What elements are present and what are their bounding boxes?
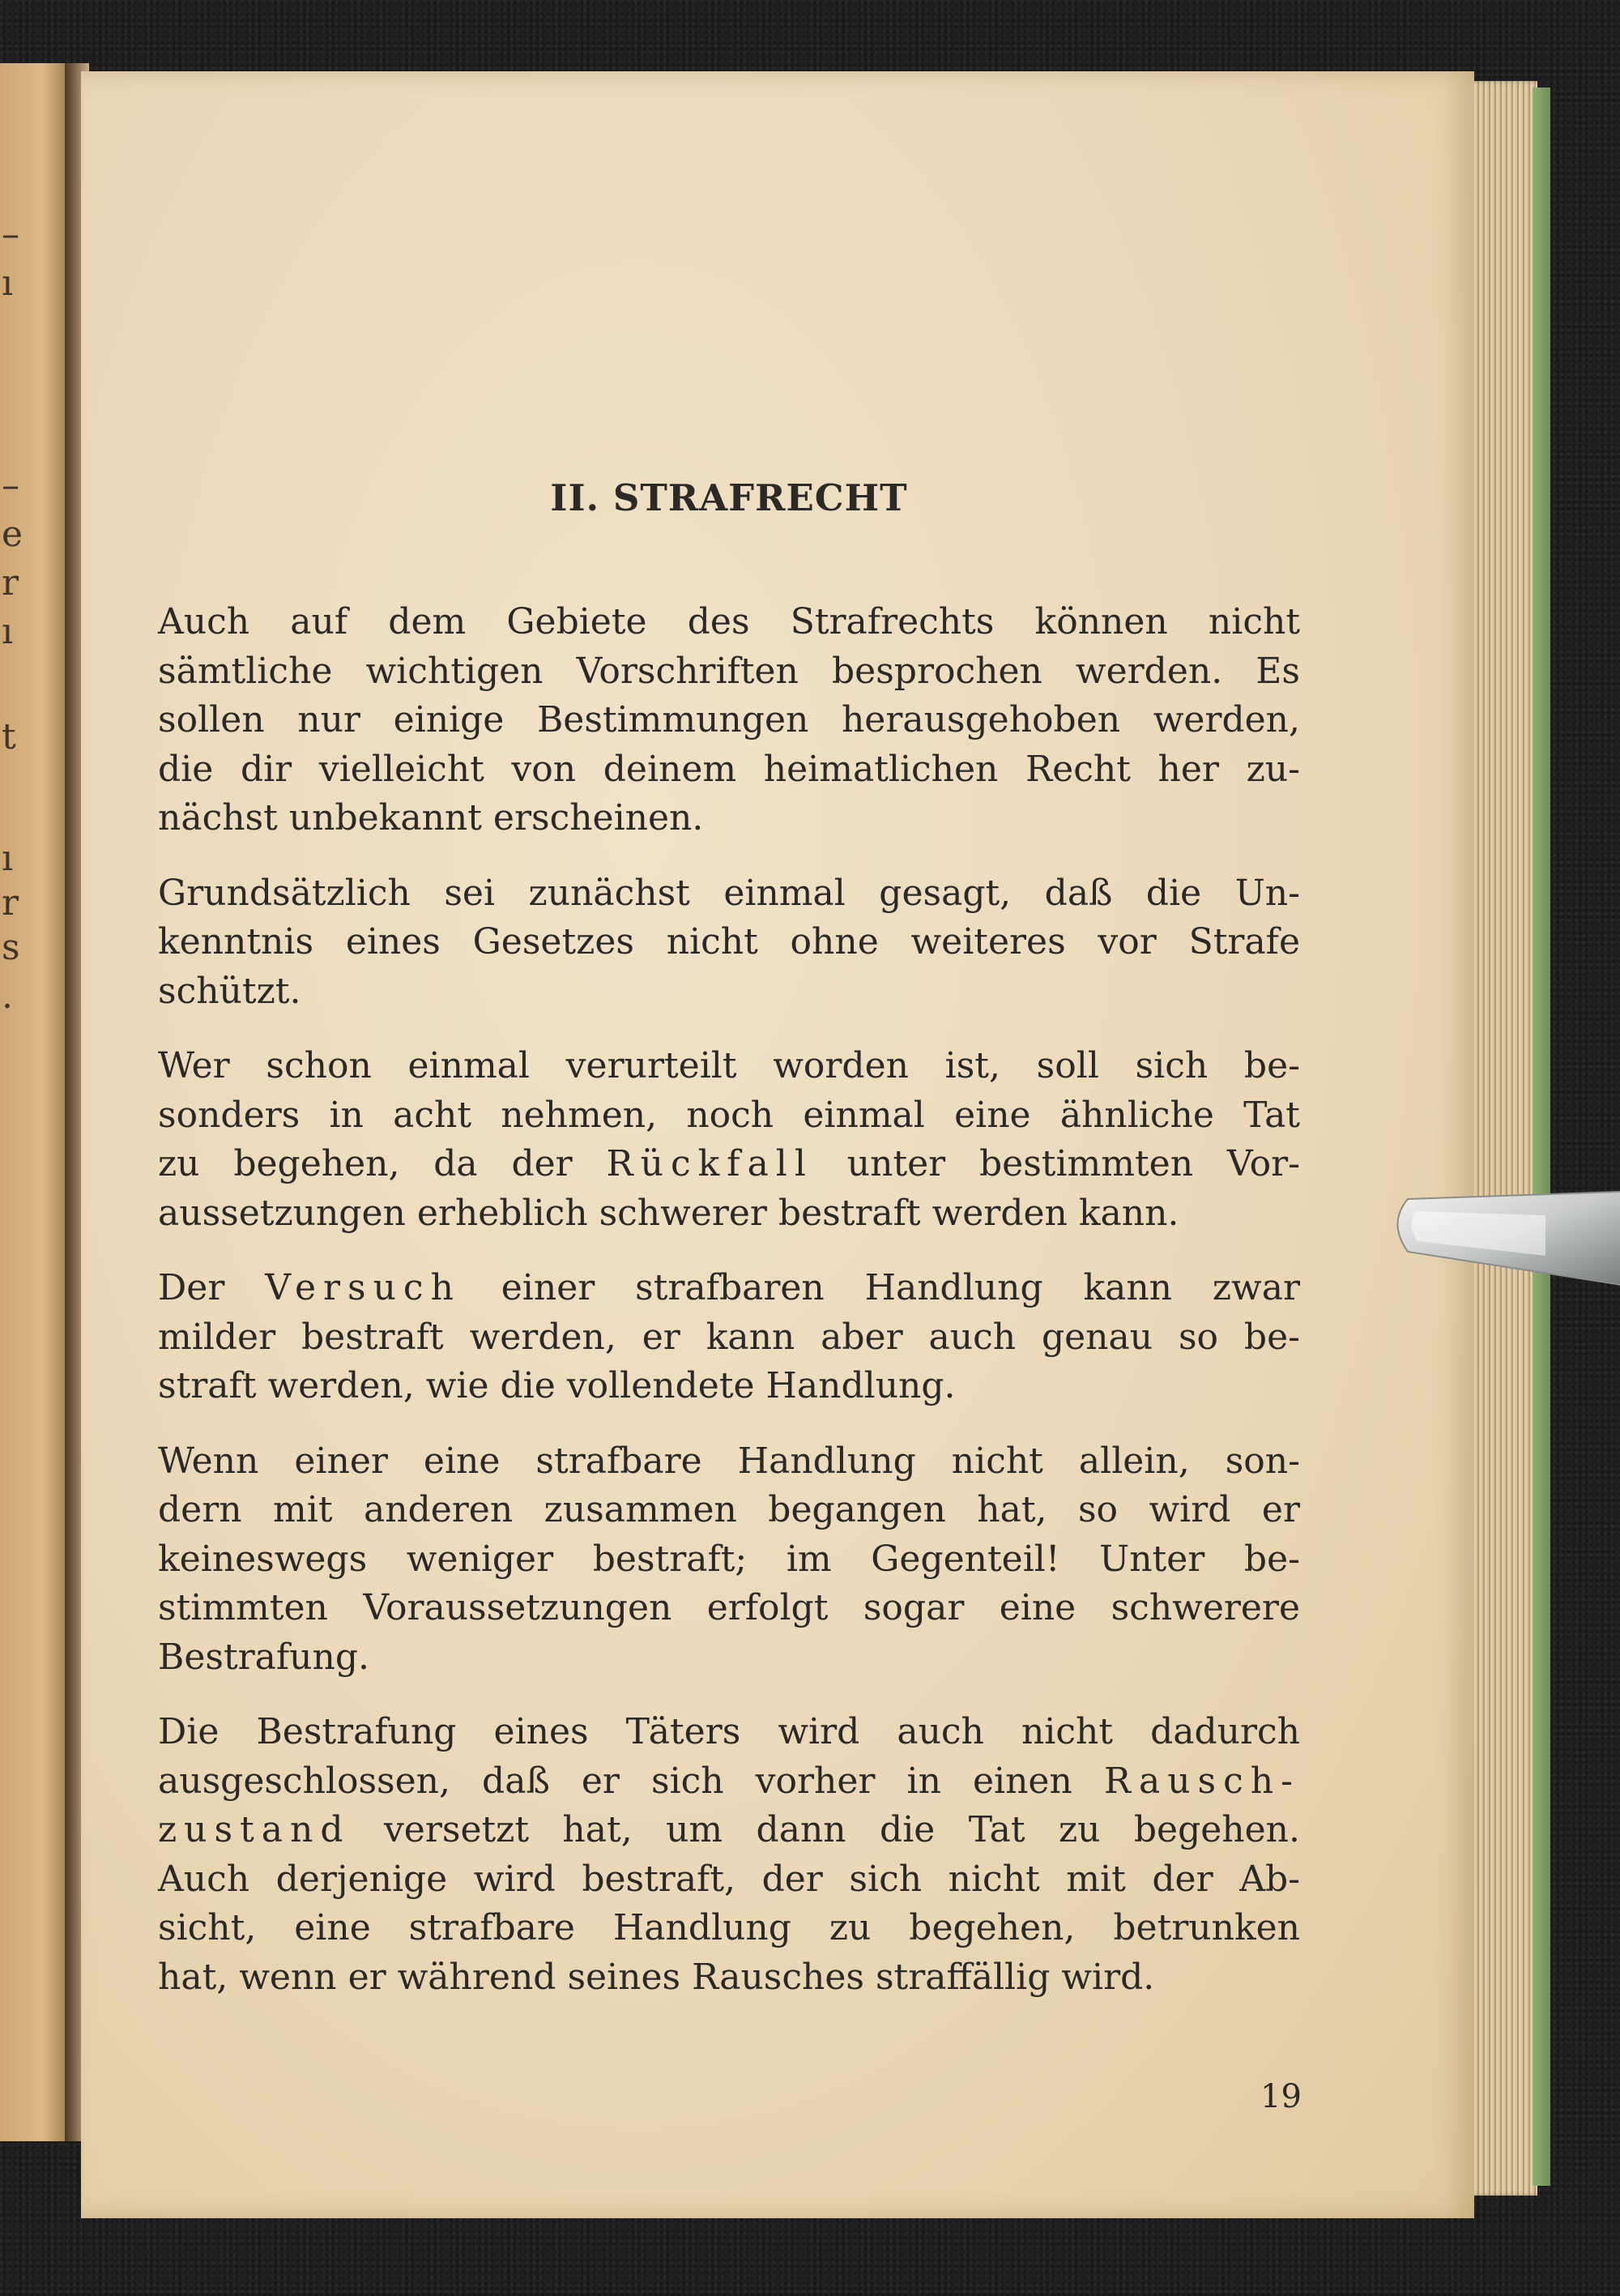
text-line: sollen nur einige Bestimmungen herausgehoben werden, bbox=[158, 699, 1300, 740]
text-line: aussetzungen erheblich schwerer bestraft werden kann. bbox=[158, 1192, 1179, 1234]
letter-opener-bookmark bbox=[1383, 1167, 1620, 1288]
paragraph bbox=[158, 1264, 1300, 1411]
spaced-emphasis: Versuch bbox=[265, 1267, 461, 1308]
left-fragment: ı bbox=[2, 611, 14, 652]
text-line: Bestrafung. bbox=[158, 1636, 370, 1678]
text-line: Die Bestrafung eines Täters wird auch nicht dadurch bbox=[158, 1711, 1300, 1752]
text-line: kenntnis eines Gesetzes nicht ohne weiteres vor Strafe bbox=[158, 921, 1300, 962]
text-segment: ausgeschlossen, daß er sich vorher in einen bbox=[158, 1760, 1072, 1802]
body-text bbox=[158, 598, 1300, 2028]
paragraph bbox=[158, 1708, 1300, 2002]
left-fragment: ı bbox=[2, 262, 14, 304]
text-line bbox=[158, 1806, 1300, 1855]
spaced-emphasis: Rückfall bbox=[606, 1143, 813, 1184]
text-segment: versetzt hat, um dann die Tat zu begehen. bbox=[383, 1809, 1300, 1850]
text-segment: Der bbox=[158, 1267, 225, 1308]
left-fragment: – bbox=[2, 465, 19, 506]
text-line: dern mit anderen zusammen begangen hat, so wird er bbox=[158, 1489, 1300, 1530]
left-page-text-fragments bbox=[0, 63, 32, 2141]
text-segment: einer strafbaren Handlung kann zwar bbox=[501, 1267, 1300, 1308]
text-line: keineswegs weniger bestraft; im Gegenteil! Unter be- bbox=[158, 1538, 1300, 1580]
paragraph bbox=[158, 869, 1300, 1017]
text-line: die dir vielleicht von deinem heimatlichen Recht her zu- bbox=[158, 748, 1300, 790]
page-block-edges bbox=[1464, 81, 1537, 2196]
text-line: nächst unbekannt erscheinen. bbox=[158, 797, 704, 839]
paragraph bbox=[158, 1042, 1300, 1238]
text-line: Wenn einer eine strafbare Handlung nicht allein, son- bbox=[158, 1440, 1300, 1482]
left-fragment: ı bbox=[2, 838, 14, 879]
text-line: straft werden, wie die vollendete Handlung. bbox=[158, 1365, 956, 1406]
left-fragment: s bbox=[2, 927, 20, 968]
left-fragment: – bbox=[2, 214, 19, 255]
paragraph bbox=[158, 1437, 1300, 1683]
page-number: 19 bbox=[1260, 2078, 1302, 2115]
left-fragment: r bbox=[2, 882, 19, 924]
chapter-heading: II. STRAFRECHT bbox=[550, 476, 908, 519]
left-fragment: . bbox=[2, 975, 13, 1017]
paragraph bbox=[158, 598, 1300, 843]
left-fragment: t bbox=[2, 716, 16, 758]
spaced-emphasis: zustand bbox=[158, 1809, 351, 1850]
text-line: Auch auf dem Gebiete des Strafrechts können nicht bbox=[158, 601, 1300, 642]
text-segment: unter bestimmten Vor- bbox=[846, 1143, 1300, 1184]
text-line: Wer schon einmal verurteilt worden ist, soll sich be- bbox=[158, 1045, 1300, 1086]
text-line: stimmten Voraussetzungen erfolgt sogar eine schwerere bbox=[158, 1587, 1300, 1628]
text-line: Auch derjenige wird bestraft, der sich nicht mit der Ab- bbox=[158, 1858, 1300, 1900]
text-line: sonders in acht nehmen, noch einmal eine ähnliche Tat bbox=[158, 1094, 1300, 1136]
spaced-emphasis: Rausch- bbox=[1103, 1760, 1300, 1802]
left-fragment: e bbox=[2, 514, 23, 555]
text-segment: zu begehen, da der bbox=[158, 1143, 573, 1184]
text-line: hat, wenn er während seines Rausches straffällig wird. bbox=[158, 1956, 1155, 1998]
text-line bbox=[158, 1264, 1300, 1313]
text-line: Grundsätzlich sei zunächst einmal gesagt, daß die Un- bbox=[158, 872, 1300, 914]
text-line: milder bestraft werden, er kann aber auch genau so be- bbox=[158, 1316, 1300, 1358]
text-line bbox=[158, 1140, 1300, 1189]
text-line: sicht, eine strafbare Handlung zu begehen, betrunken bbox=[158, 1907, 1300, 1948]
text-line: sämtliche wichtigen Vorschriften besprochen werden. Es bbox=[158, 650, 1300, 692]
left-fragment: r bbox=[2, 562, 19, 604]
text-line: schützt. bbox=[158, 970, 301, 1012]
left-page-edge bbox=[0, 63, 71, 2141]
text-line bbox=[158, 1757, 1300, 1807]
green-cover-edge bbox=[1533, 87, 1550, 2186]
